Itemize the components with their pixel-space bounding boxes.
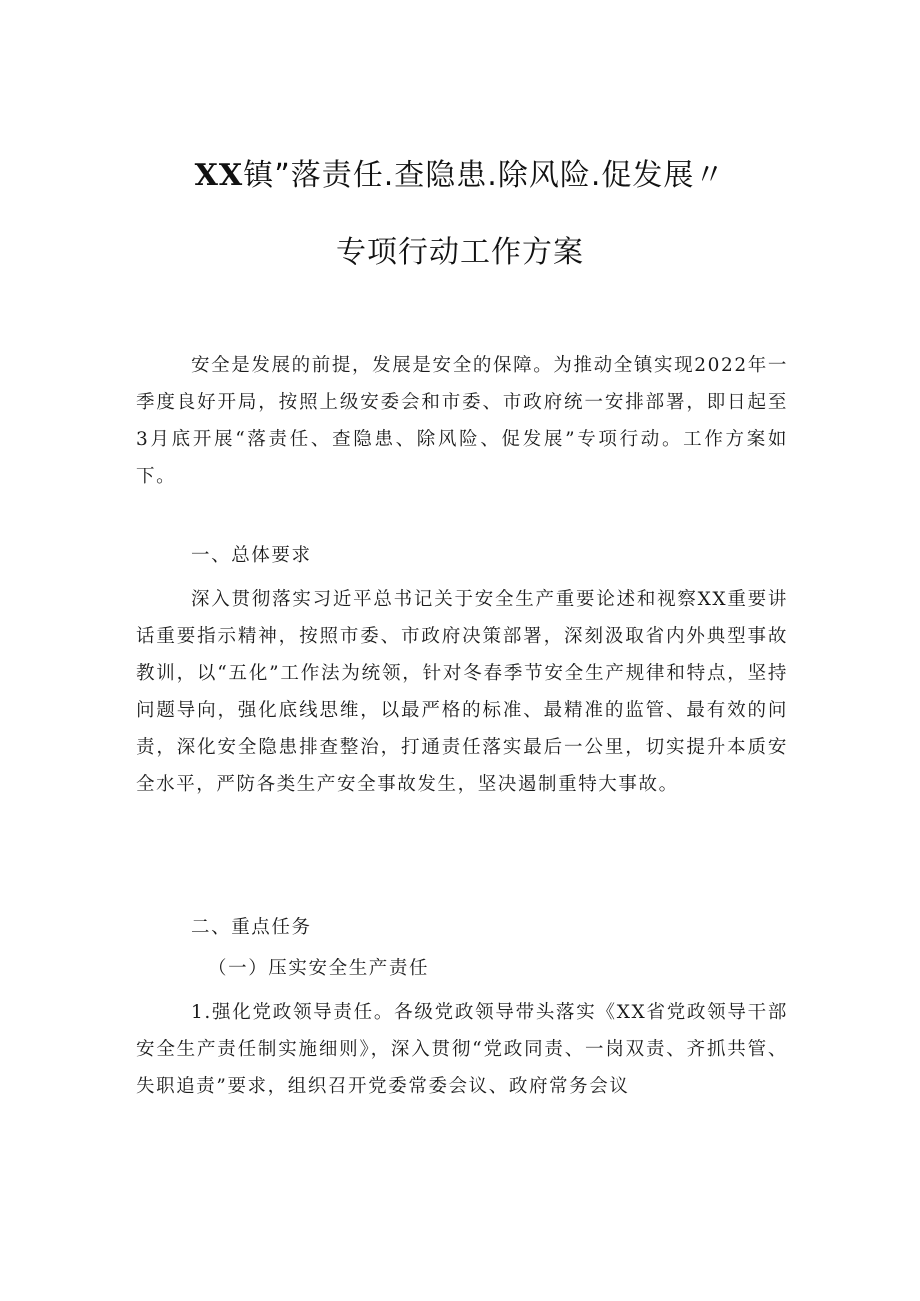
document-title-line-1 [0,150,920,194]
item-1-paragraph: 1.强化党政领导责任。各级党政领导带头落实《XX省党政领导干部安全生产责任制实施细则》，深入贯彻“党政同责、一岗双责、齐抓共管、失职追责”要求，组织召开党委常委会议、政府常务会议 [136,1002,788,1097]
section-1-paragraph: 深入贯彻落实习近平总书记关于安全生产重要论述和视察XX重要讲话重要指示精神，按照市委、市政府决策部署，深刻汲取省内外典型事故教训，以“五化”工作法为统领，针对冬春季节安全生产规律和特点，坚持问题导向，强化底线思维，以最严格的标准、最精准的监管、最有效的问责，深化安全隐患排查整治，打通责任落实最后一公里，切实提升本质安全水平，严防各类生产安全事故发生，坚决遏制重特大事故。 [136,589,788,795]
document-title-line-2: 专项行动工作方案 [336,235,584,270]
section-1-heading: 一、总体要求 [191,545,312,566]
title-town-prefix: XX [194,158,244,193]
section-2-heading: 二、重点任务 [191,917,312,938]
title-line-1-text: 镇”落责任.查隐患.除风险.促发展〃 [243,158,726,193]
subsection-1-heading: （一）压实安全生产责任 [208,958,430,979]
intro-paragraph: 安全是发展的前提，发展是安全的保障。为推动全镇实现2022年一季度良好开局，按照上级安委会和市委、市政府统一安排部署，即日起至3月底开展“落责任、查隐患、除风险、促发展”专项行动。工作方案如下。 [136,355,788,487]
